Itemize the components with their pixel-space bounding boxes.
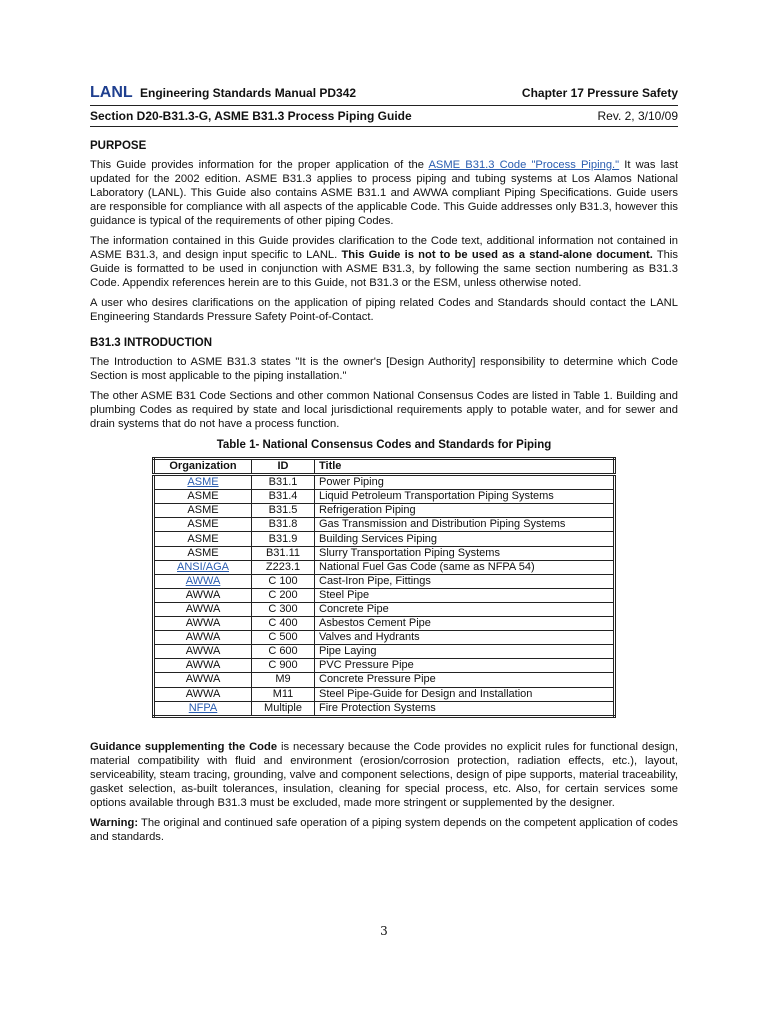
table-row [154, 560, 615, 574]
table-row [154, 659, 615, 673]
id-cell: C 900 [252, 659, 315, 673]
title-cell: Power Piping [315, 475, 615, 490]
org-cell: ASME [154, 490, 252, 504]
id-cell: C 400 [252, 617, 315, 631]
org-cell: ASME [154, 546, 252, 560]
warning-bold: Warning: [90, 816, 139, 829]
org-cell: ASME [154, 532, 252, 546]
org-cell: AWWA [154, 631, 252, 645]
header-left [90, 84, 356, 102]
org-cell[interactable]: ANSI/AGA [154, 560, 252, 574]
header-organization: Organization [154, 459, 252, 475]
title-cell: Steel Pipe-Guide for Design and Installation [315, 687, 615, 701]
header-row-1 [90, 84, 678, 102]
title-cell: Concrete Pressure Pipe [315, 673, 615, 687]
warning-text: The original and continued safe operation of a piping system depends on the competent application of codes and standards. [90, 816, 678, 843]
table-row [154, 490, 615, 504]
org-cell: AWWA [154, 673, 252, 687]
revision-date: Rev. 2, 3/10/09 [597, 109, 678, 123]
org-cell[interactable]: AWWA [154, 574, 252, 588]
table-row [154, 673, 615, 687]
table-header-row [154, 459, 615, 475]
table-row [154, 701, 615, 716]
page-number: 3 [380, 924, 388, 938]
id-cell: Z223.1 [252, 560, 315, 574]
org-cell: AWWA [154, 659, 252, 673]
purpose-p2-start: The information contained in this Guide provides clarification to the Code text, additional information not contained in ASME B31.3, and design input specific to LANL. [90, 235, 678, 261]
id-cell: B31.5 [252, 504, 315, 518]
id-cell: M11 [252, 687, 315, 701]
title-cell: Valves and Hydrants [315, 631, 615, 645]
org-cell: AWWA [154, 602, 252, 616]
table-row [154, 574, 615, 588]
manual-title: Engineering Standards Manual PD342 [140, 86, 357, 100]
header-row-2 [90, 109, 678, 123]
title-cell: Fire Protection Systems [315, 701, 615, 716]
purpose-p2-bold: This Guide is not to be used as a stand-alone document. [341, 249, 653, 261]
title-cell: Steel Pipe [315, 588, 615, 602]
guidance-paragraph [90, 740, 678, 810]
title-cell: National Fuel Gas Code (same as NFPA 54) [315, 560, 615, 574]
header-rule-top [90, 105, 678, 106]
header-rule-bottom [90, 126, 678, 127]
id-cell: C 300 [252, 602, 315, 616]
purpose-heading: PURPOSE [90, 140, 147, 152]
chapter-title: Chapter 17 Pressure Safety [521, 86, 678, 100]
id-cell: C 500 [252, 631, 315, 645]
purpose-paragraph-3: A user who desires clarifications on the application of piping related Codes and Standards should contact the LANL Engineering Standards Pressure Safety Point-of-Contact. [90, 297, 678, 323]
table-row [154, 546, 615, 560]
intro-paragraph-1: The Introduction to ASME B31.3 states "It is the owner's [Design Authority] responsibility to determine which Code Section is most applicable to the piping installation." [90, 356, 678, 382]
header-id: ID [252, 459, 315, 475]
spacer [90, 718, 678, 740]
title-cell: Asbestos Cement Pipe [315, 617, 615, 631]
header-title: Title [315, 459, 615, 475]
title-cell: Liquid Petroleum Transportation Piping Systems [315, 490, 615, 504]
id-cell: C 200 [252, 588, 315, 602]
table-row [154, 617, 615, 631]
table-row [154, 475, 615, 490]
purpose-p1-end: It was last updated for the 2002 edition. ASME B31.3 applies to process piping and tubing systems at Los Alamos National Laboratory (LANL). This Guide also contains ASME B31.1 and AWWA compliant Piping Specifications. Guide users are responsible for compliance with all aspects of the applicable Code. This Guide addresses only B31.3, however this guidance is typical of the requirements of other piping Codes. [90, 159, 678, 227]
title-cell: PVC Pressure Pipe [315, 659, 615, 673]
purpose-p1-start: This Guide provides information for the proper application of the [90, 159, 429, 171]
guidance-text: is necessary because the Code provides no explicit rules for functional design, material compatibility with fluid and environment (erosion/corrosion protection, radiation effects, etc.), layout, serviceability, steam tracing, grounding, valve and component selections, design of pipe supports, material traceability, gasket selection, as-built tolerances, insulation, cleaning for special process, etc. Also, for certain services some options available through B31.3 must be excluded, made more stringent or supplemented by the designer. [90, 740, 678, 809]
title-cell: Cast-Iron Pipe, Fittings [315, 574, 615, 588]
title-cell: Slurry Transportation Piping Systems [315, 546, 615, 560]
org-cell: AWWA [154, 687, 252, 701]
id-cell: B31.1 [252, 475, 315, 490]
table-caption: Table 1- National Consensus Codes and Standards for Piping [216, 439, 552, 451]
table-row [154, 588, 615, 602]
table-row [154, 687, 615, 701]
id-cell: B31.9 [252, 532, 315, 546]
id-cell: C 100 [252, 574, 315, 588]
warning-paragraph [90, 816, 678, 844]
table-row [154, 631, 615, 645]
table-row [154, 504, 615, 518]
table-row [154, 602, 615, 616]
intro-heading: B31.3 INTRODUCTION [90, 337, 213, 349]
id-cell: Multiple [252, 701, 315, 716]
guidance-bold: Guidance supplementing the Code [90, 740, 278, 753]
id-cell: B31.11 [252, 546, 315, 560]
table-body [154, 475, 615, 717]
org-cell: ASME [154, 504, 252, 518]
table-row [154, 645, 615, 659]
table-row [154, 532, 615, 546]
id-cell: B31.4 [252, 490, 315, 504]
table-row [154, 518, 615, 532]
org-cell: AWWA [154, 645, 252, 659]
asme-b31-3-link[interactable]: ASME B31.3 Code "Process Piping." [428, 159, 620, 171]
id-cell: B31.8 [252, 518, 315, 532]
purpose-p2-end: This Guide is formatted to be used in conjunction with ASME B31.3, by following the same section numbering as B31.3 Code. Appendix references herein are to this Guide, not B31.3 or the ESM, unless otherwise noted. [90, 249, 678, 289]
title-cell: Refrigeration Piping [315, 504, 615, 518]
purpose-paragraph-1 [90, 158, 678, 228]
title-cell: Gas Transmission and Distribution Piping Systems [315, 518, 615, 532]
org-cell: AWWA [154, 588, 252, 602]
org-cell[interactable]: ASME [154, 475, 252, 490]
codes-table [152, 457, 616, 718]
org-cell[interactable]: NFPA [154, 701, 252, 716]
org-cell: AWWA [154, 617, 252, 631]
document-page [90, 84, 678, 850]
org-cell: ASME [154, 518, 252, 532]
purpose-paragraph-2 [90, 234, 678, 290]
title-cell: Pipe Laying [315, 645, 615, 659]
id-cell: M9 [252, 673, 315, 687]
title-cell: Building Services Piping [315, 532, 615, 546]
id-cell: C 600 [252, 645, 315, 659]
section-title: Section D20-B31.3-G, ASME B31.3 Process Piping Guide [90, 109, 412, 123]
title-cell: Concrete Pipe [315, 602, 615, 616]
lanl-brand: LANL [90, 84, 133, 101]
intro-paragraph-2: The other ASME B31 Code Sections and other common National Consensus Codes are listed in Table 1. Building and plumbing Codes as required by state and local jurisdictional requirements apply to potable water, and for sewer and drain systems that do not have a process function. [90, 390, 678, 430]
